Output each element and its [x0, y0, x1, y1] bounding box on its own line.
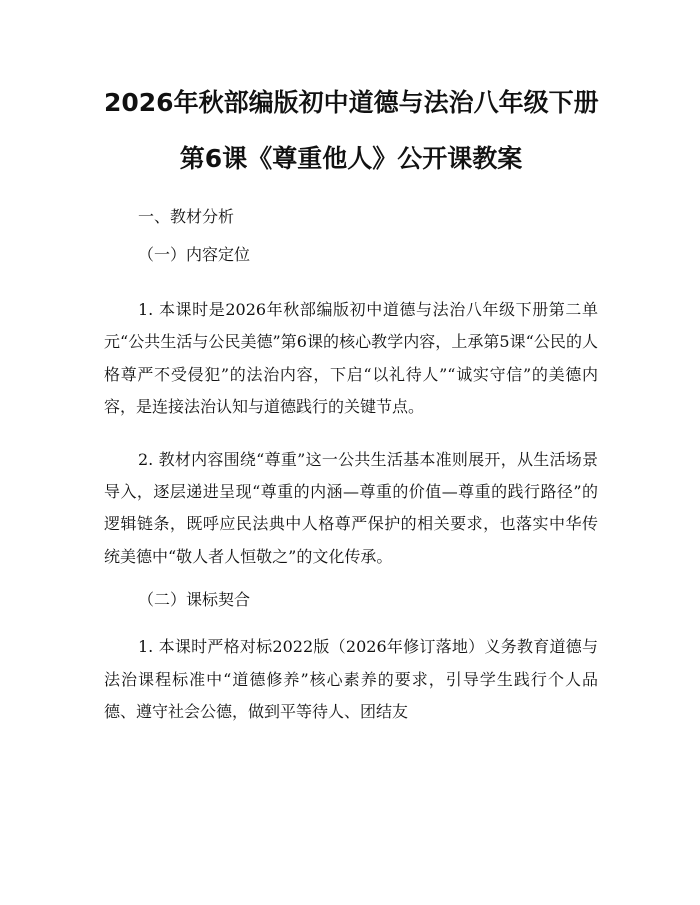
paragraph-1: 1. 本课时是2026年秋部编版初中道德与法治八年级下册第二单元“公共生活与公民美德”第6课的核心教学内容，上承第5课“公民的人格尊严不受侵犯”的法治内容，下启“以礼待人”“诚实守信”的美德内容，是连接法治认知与道德践行的关键节点。	[104, 300, 598, 417]
section-heading-textbook-analysis: 一、教材分析	[138, 207, 235, 226]
document-title-line-2: 第6课《尊重他人》公开课教案	[179, 144, 523, 173]
subsection-heading-curriculum-alignment: （二）课标契合	[138, 590, 251, 610]
paragraph-3: 1. 本课时严格对标2022版（2026年修订落地）义务教育道德与法治课程标准中“道德修养”核心素养的要求，引导学生践行个人品德、遵守社会公德，做到平等待人、团结友	[104, 637, 598, 722]
subsection-heading-content-positioning: （一）内容定位	[138, 245, 251, 264]
document-title-line-1: 2026年秋部编版初中道德与法治八年级下册	[104, 88, 599, 117]
paragraph-2: 2. 教材内容围绕“尊重”这一公共生活基本准则展开，从生活场景导入，逐层递进呈现“尊重的内涵—尊重的价值—尊重的践行路径”的逻辑链条，既呼应民法典中人格尊严保护的相关要求，也落实中华传统美德中“敬人者人恒敬之”的文化传承。	[104, 449, 598, 566]
